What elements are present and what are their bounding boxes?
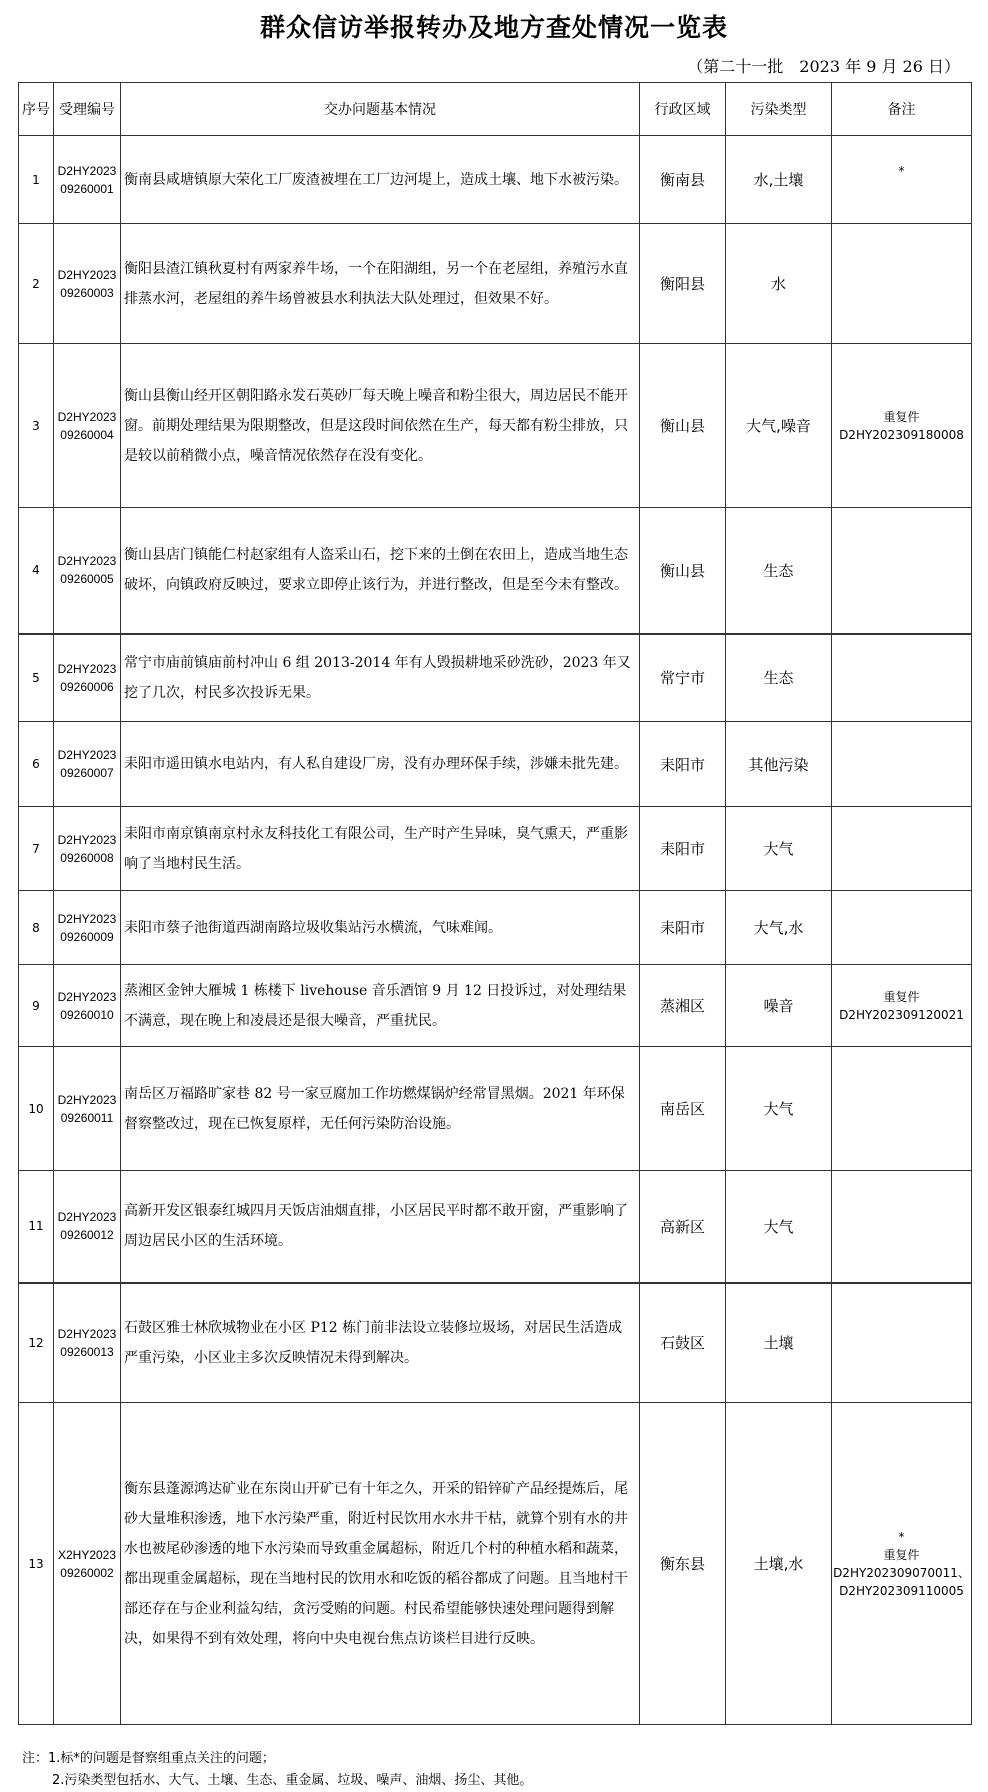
cell-no: 5 [19,634,54,722]
cell-no: 4 [19,508,54,634]
id-part1: D2HY2023 [57,832,117,847]
id-part1: D2HY2023 [57,409,117,424]
id-part2: 09260008 [60,850,114,865]
cell-no: 8 [19,891,54,965]
remark-line1: 重复件 [883,989,920,1004]
cell-no: 10 [19,1047,54,1171]
cell-region: 耒阳市 [640,722,726,807]
id-part1: D2HY2023 [57,163,117,178]
footnote-1: 注：1.标*的问题是督察组重点关注的问题； [22,1751,275,1766]
footnotes [22,1748,532,1792]
cell-remark [832,136,972,224]
table-row [19,1403,972,1725]
cell-id [54,634,121,722]
cell-desc: 衡东县蓬源鸿达矿业在东岗山开矿已有十年之久，开采的铅锌矿产品经提炼后，尾砂大量堆积渗透，地下水污染严重，附近村民饮用水水井干枯，就算个别有水的井水也被尾砂渗透的地下水污染而导致重金属超标，附近几个村的种植水稻和蔬菜，都出现重金属超标，现在当地村民的饮用水和吃饭的稻谷都成了问题。且当地村干部还存在与企业利益勾结，贪污受贿的问题。村民希望能够快速处理问题得到解决，如果得不到有效处理，将向中央电视台焦点访谈栏目进行反映。 [121,1403,640,1725]
table-row [19,634,972,722]
cell-type: 大气,水 [726,891,832,965]
cell-type: 大气 [726,807,832,891]
table-row [19,1171,972,1283]
cell-id [54,508,121,634]
cell-no: 3 [19,344,54,508]
cell-remark [832,965,972,1047]
cell-desc: 石鼓区雅士林欣城物业在小区 P12 栋门前非法设立装修垃圾场，对居民生活造成严重污染，小区业主多次反映情况未得到解决。 [121,1283,640,1403]
page-title: 群众信访举报转办及地方查处情况一览表 [259,13,728,42]
id-part1: D2HY2023 [57,661,117,676]
cell-no: 6 [19,722,54,807]
cell-desc: 耒阳市南京镇南京村永友科技化工有限公司，生产时产生异味，臭气熏天，严重影响了当地村民生活。 [121,807,640,891]
cell-id [54,344,121,508]
cell-region: 常宁市 [640,634,726,722]
id-part1: D2HY2023 [57,554,117,569]
header-desc: 交办问题基本情况 [121,83,640,136]
remark-line1: * [898,163,905,178]
cell-remark [832,634,972,722]
id-part2: 09260009 [60,929,114,944]
cell-type: 大气 [726,1171,832,1283]
table-row [19,508,972,634]
id-part1: D2HY2023 [57,989,117,1004]
table-row [19,722,972,807]
id-part2: 09260002 [60,1565,114,1580]
cell-desc: 耒阳市蔡子池街道西湖南路垃圾收集站污水横流，气味难闻。 [121,891,640,965]
cell-region: 石鼓区 [640,1283,726,1403]
cell-id [54,1171,121,1283]
cell-region: 高新区 [640,1171,726,1283]
cell-region: 南岳区 [640,1047,726,1171]
cell-id [54,224,121,344]
complaint-table [18,82,972,1725]
cell-region: 衡南县 [640,136,726,224]
cell-remark [832,344,972,508]
cell-region: 衡阳县 [640,224,726,344]
id-part2: 09260013 [60,1344,114,1359]
cell-no: 1 [19,136,54,224]
cell-no: 2 [19,224,54,344]
table-row [19,891,972,965]
cell-region: 耒阳市 [640,807,726,891]
cell-no: 7 [19,807,54,891]
id-part2: 09260011 [60,1110,114,1125]
remark-line2: D2HY202309180008 [839,427,964,442]
table-row [19,224,972,344]
cell-id [54,1403,121,1725]
cell-remark [832,1283,972,1403]
cell-type: 生态 [726,634,832,722]
id-part2: 09260007 [60,766,114,780]
cell-remark [832,722,972,807]
cell-type: 其他污染 [726,722,832,807]
remark-line2: D2HY202309120021 [839,1007,964,1022]
id-part1: D2HY2023 [57,1210,117,1225]
cell-type: 噪音 [726,965,832,1047]
table-row [19,807,972,891]
cell-no: 11 [19,1171,54,1283]
id-part2: 09260005 [60,572,114,587]
cell-type: 水 [726,224,832,344]
header-region: 行政区域 [640,83,726,136]
cell-no: 13 [19,1403,54,1725]
batch-date: （第二十一批 2023 年 9 月 26 日） [687,57,960,76]
cell-desc: 常宁市庙前镇庙前村冲山 6 组 2013-2014 年有人毁损耕地采砂洗砂，2023 年又挖了几次，村民多次投诉无果。 [121,634,640,722]
id-part2: 09260003 [60,285,114,300]
cell-id [54,807,121,891]
id-part1: D2HY2023 [57,911,117,926]
cell-type: 生态 [726,508,832,634]
remark-line2: 重复件 [883,1547,920,1562]
cell-desc: 南岳区万福路旷家巷 82 号一家豆腐加工作坊燃煤锅炉经常冒黑烟。2021 年环保督察整改过，现在已恢复原样，无任何污染防治设施。 [121,1047,640,1171]
remark-line1: * [898,1529,905,1544]
header-id: 受理编号 [54,83,121,136]
cell-remark [832,1403,972,1725]
remark-line3: D2HY202309070011、D2HY202309110005 [833,1565,970,1598]
cell-desc: 高新开发区银泰红城四月天饭店油烟直排，小区居民平时都不敢开窗，严重影响了周边居民小区的生活环境。 [121,1171,640,1283]
cell-no: 12 [19,1283,54,1403]
cell-remark [832,508,972,634]
cell-type: 大气 [726,1047,832,1171]
cell-type: 土壤 [726,1283,832,1403]
cell-region: 衡山县 [640,508,726,634]
cell-type: 大气,噪音 [726,344,832,508]
cell-type: 水,土壤 [726,136,832,224]
cell-remark [832,891,972,965]
id-part1: D2HY2023 [57,1326,117,1341]
id-part2: 09260006 [60,679,114,694]
cell-desc: 衡山县店门镇能仁村赵家组有人盗采山石，挖下来的土倒在农田上，造成当地生态破坏，向镇政府反映过，要求立即停止该行为，并进行整改，但是至今未有整改。 [121,508,640,634]
cell-desc: 耒阳市遥田镇水电站内，有人私自建设厂房，没有办理环保手续，涉嫌未批先建。 [121,722,640,807]
cell-region: 衡东县 [640,1403,726,1725]
header-remark: 备注 [832,83,972,136]
table-row [19,344,972,508]
cell-id [54,1047,121,1171]
header-type: 污染类型 [726,83,832,136]
cell-region: 蒸湘区 [640,965,726,1047]
cell-region: 衡山县 [640,344,726,508]
cell-desc: 衡南县咸塘镇原大荣化工厂废渣被埋在工厂边河堤上，造成土壤、地下水被污染。 [121,136,640,224]
table-header-row [19,83,972,136]
cell-id [54,722,121,807]
id-part2: 09260001 [60,181,114,196]
cell-remark [832,1047,972,1171]
cell-id [54,1283,121,1403]
header-no: 序号 [19,83,54,136]
cell-region: 耒阳市 [640,891,726,965]
cell-desc: 蒸湘区金钟大雁城 1 栋楼下 livehouse 音乐酒馆 9 月 12 日投诉过，对处理结果不满意，现在晚上和凌晨还是很大噪音，严重扰民。 [121,965,640,1047]
table-row [19,136,972,224]
cell-type: 土壤,水 [726,1403,832,1725]
cell-id [54,891,121,965]
cell-remark [832,1171,972,1283]
table-row [19,965,972,1047]
id-part1: D2HY2023 [57,1092,117,1107]
cell-remark [832,807,972,891]
id-part2: 09260010 [60,1007,114,1022]
cell-no: 9 [19,965,54,1047]
id-part1: D2HY2023 [57,748,117,762]
id-part1: X2HY2023 [57,1547,117,1562]
remark-line1: 重复件 [883,409,920,424]
cell-desc: 衡山县衡山经开区朝阳路永发石英砂厂每天晚上噪音和粉尘很大，周边居民不能开窗。前期处理结果为限期整改，但是这段时间依然在生产，每天都有粉尘排放，只是较以前稍微小点，噪音情况依然存在没有变化。 [121,344,640,508]
footnote-2: 2.污染类型包括水、大气、土壤、生态、重金属、垃圾、噪声、油烟、扬尘、其他。 [52,1773,533,1788]
table-row [19,1047,972,1171]
cell-id [54,965,121,1047]
id-part2: 09260012 [60,1228,114,1243]
cell-id [54,136,121,224]
table-row [19,1283,972,1403]
cell-remark [832,224,972,344]
id-part2: 09260004 [60,427,114,442]
cell-desc: 衡阳县渣江镇秋夏村有两家养牛场，一个在阳湖组，另一个在老屋组，养殖污水直排蒸水河，老屋组的养牛场曾被县水利执法大队处理过，但效果不好。 [121,224,640,344]
id-part1: D2HY2023 [57,267,117,282]
